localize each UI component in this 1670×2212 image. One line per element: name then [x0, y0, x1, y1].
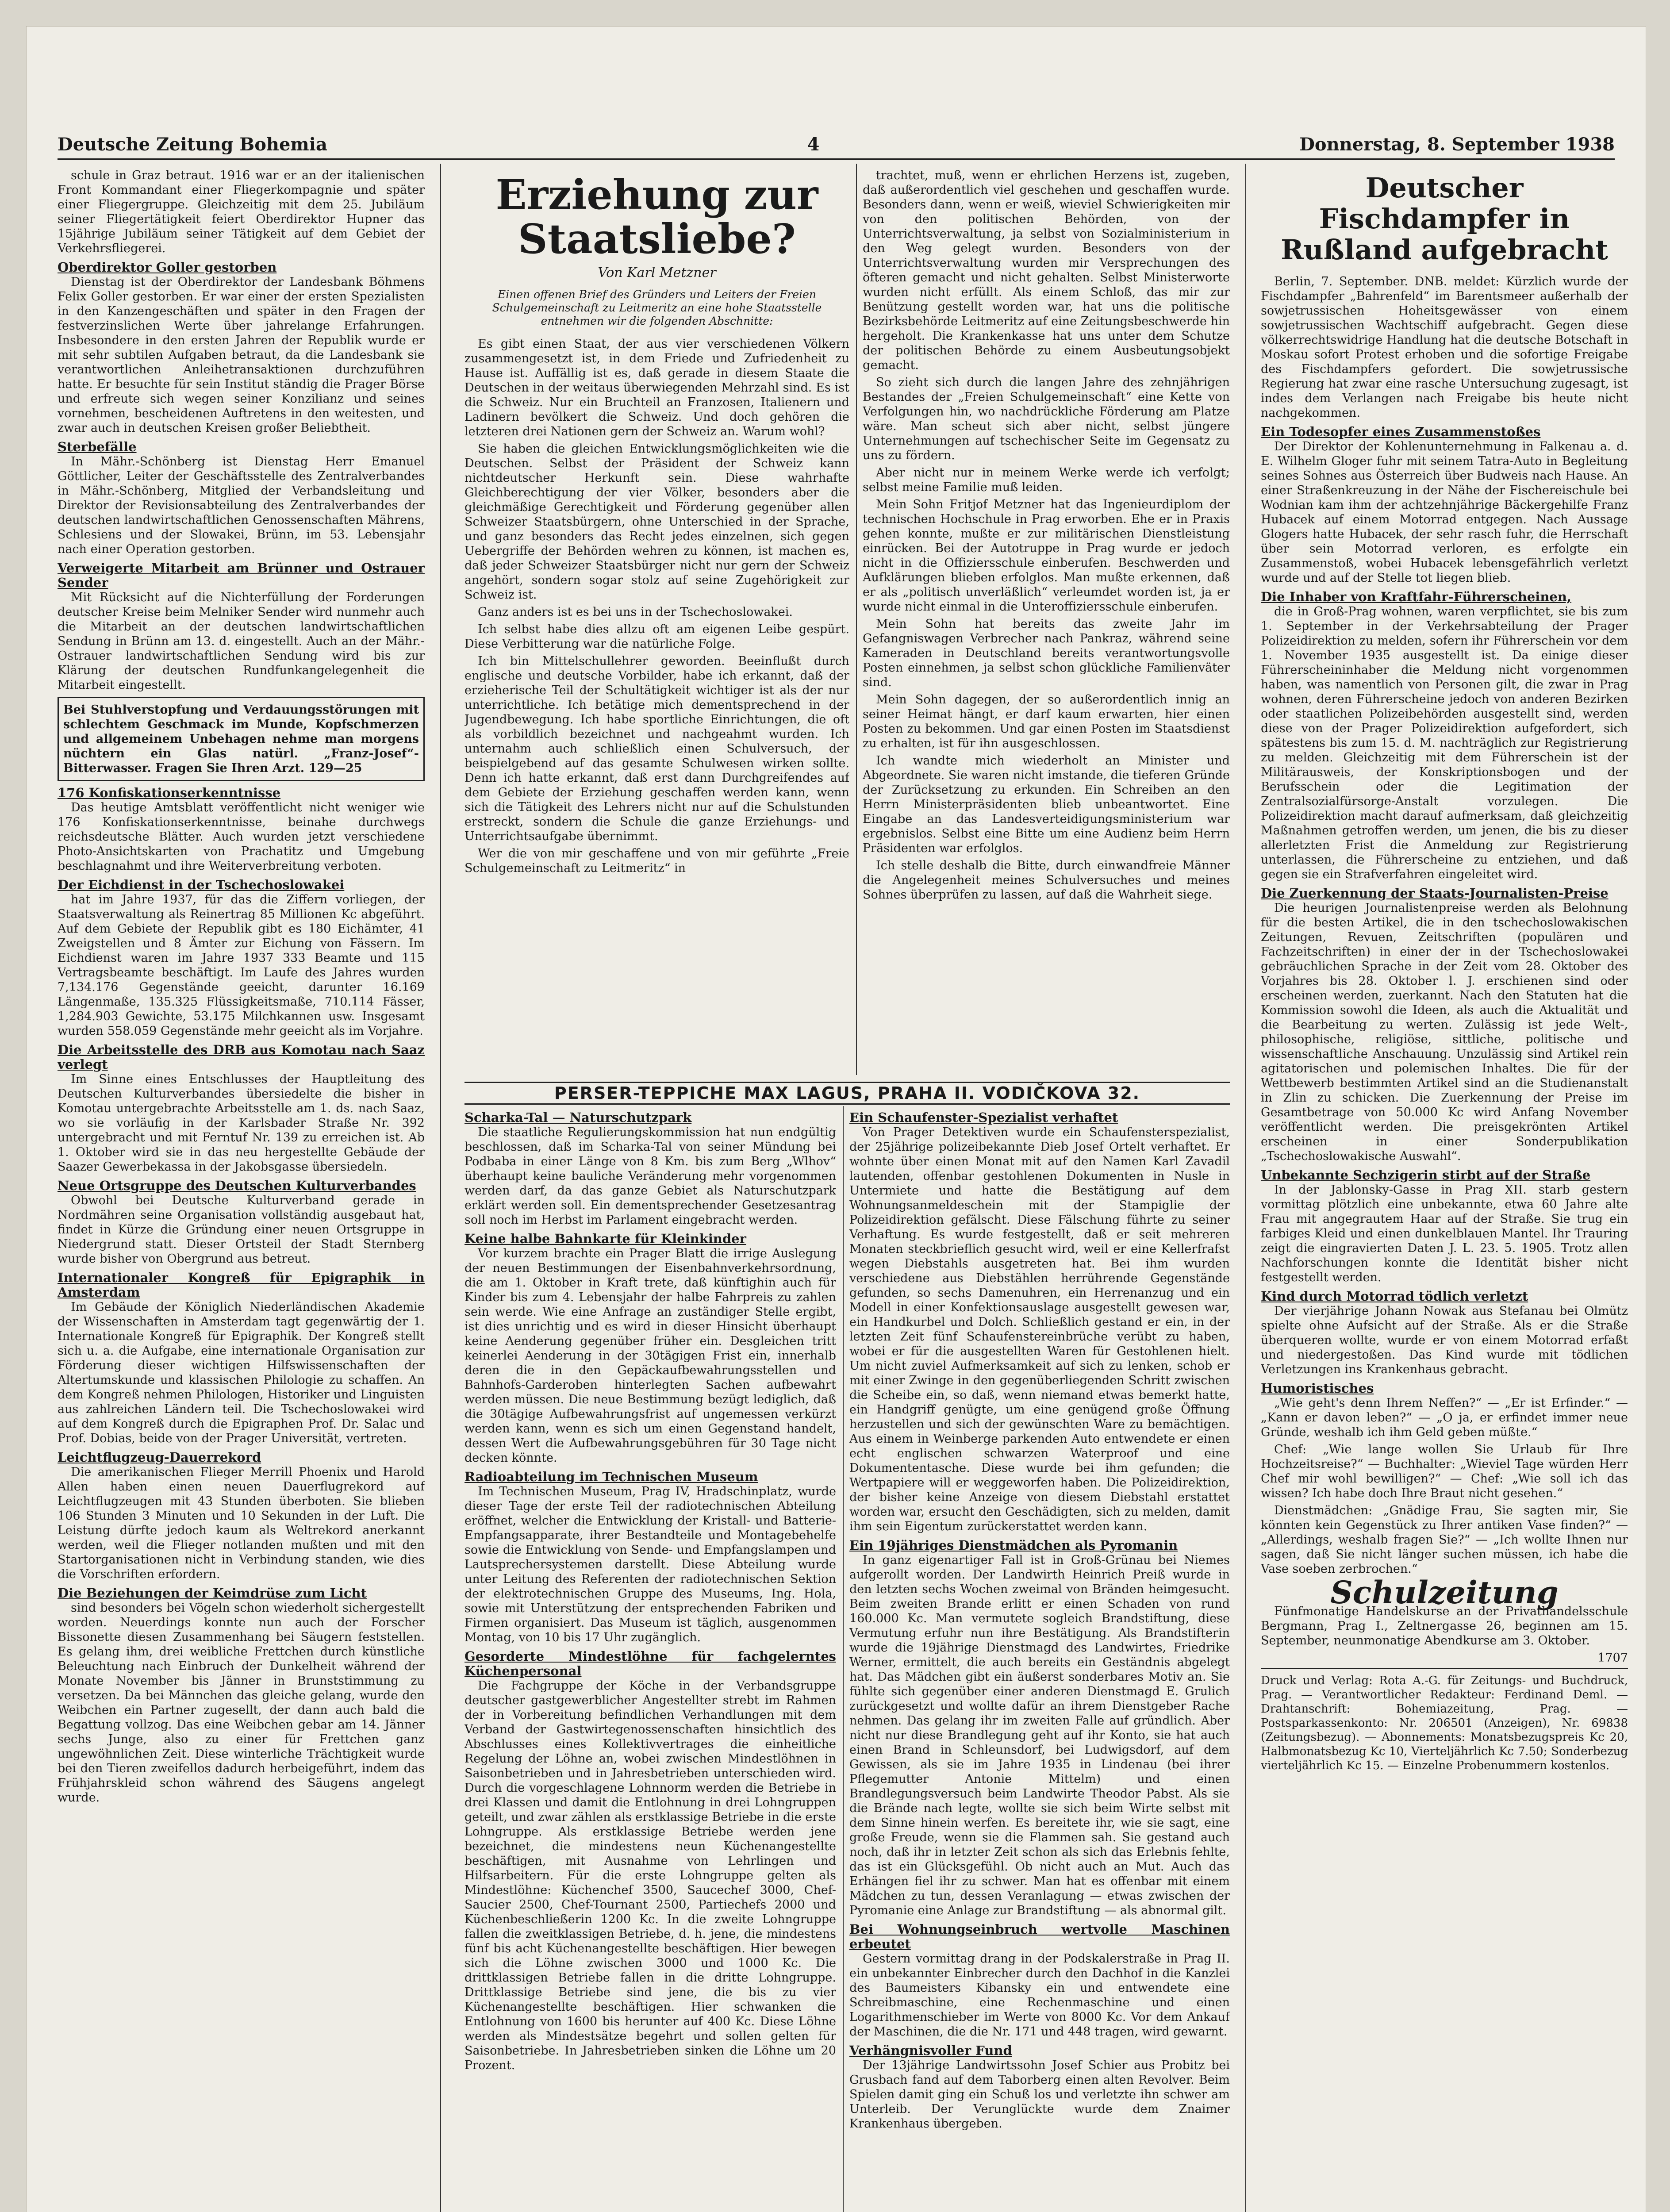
column-3 [863, 168, 1230, 1062]
article-paragraph: Im Technischen Museum, Prag IV, Hradschinplatz, wurde dieser Tage der erste Teil der radiotechnischen Abteilung eröffnet, welcher die Entwicklung der Kristall- und Batterie-Empfangsapparate, ihrer Bestandteile und Montagebehelfe sowie die Entwicklung von Sende- und Empfangslampen und Lautsprechersystemen darstellt. Diese Abteilung wurde unter Leitung des Referenten der radiotechnischen Sektion der elektrotechnischen Gruppe des Museums, Ing. Hola, sowie mit Unterstützung der entsprechenden Fabriken und Firmen organisiert. Das Museum ist täglich, ausgenommen Montag, von 10 bis 17 Uhr zugänglich. [465, 1485, 836, 1644]
article-headline: Ein 19jähriges Dienstmädchen als Pyromanin [849, 1538, 1178, 1553]
article-paragraph: Dienstag ist der Oberdirektor der Landesbank Böhmens Felix Goller gestorben. Er war einer der ersten Spezialisten in den Kanzengeschäften und später in den Fragen der festverzinslichen Werte über jahrelange Erfahrungen. Insbesondere in den ersten Jahren der Republik wurde er mit sehr subtilen Aufgaben betraut, da die Landesbank sie verantwortlichen Anleihetransaktionen durchzuführen hatte. Er besuchte für sein Institut ständig die Prager Börse und erfreute sich wegen seiner Konzilianz und seines vornehmen, bescheidenen Auftretens in den weitesten, und zwar auch in deutschen Kreisen großer Beliebtheit. [58, 275, 425, 435]
article-paragraph: „Wie geht's denn Ihrem Neffen?“ — „Er ist Erfinder.“ — „Kann er davon leben?“ — „O ja, er erfindet immer neue Gründe, weshalb ich ihm Geld geben müßte.“ [1261, 1396, 1628, 1439]
article-paragraph: In der Jablonsky-Gasse in Prag XII. starb gestern vormittag plötzlich eine unbekannte, etwa 60 Jahre alte Frau mit angegrautem Haar auf der Straße. Sie trug ein farbiges Kleid und einen dunkelblauen Mantel. Ihr Trauring zeigt die eingravierten Daten J. L. 23. 5. 1905. Trotz allen Nachforschungen konnte die Identität bisher nicht festgestellt werden. [1261, 1183, 1628, 1284]
article-paragraph: sind besonders bei Vögeln schon wiederholt sichergestellt worden. Neuerdings konnte nun auch der Forscher Bissonette diesen Zusammenhang bei Säugern feststellen. Es gelang ihm, drei weibliche Frettchen durch künstliche Beleuchtung nach Einbruch der Dunkelheit während der Monate November bis Jänner in Brunststimmung zu versetzen. Da bei Männchen das gleiche gelang, wurde den Weibchen ein Partner zugesellt, der dann auch bald die Begattung vollzog. Das eine Weibchen gebar am 14. Jänner sechs Junge, also zu einer für Frettchen ganz ungewöhnlichen Zeit. Diese winterliche Trächtigkeit wurde bei den Tieren zweifellos dadurch herbeigeführt, indem das Frühjahrskleid schon während des Säugens angelegt wurde. [58, 1601, 425, 1805]
article-paragraph: schule in Graz betraut. 1916 war er an der italienischen Front Kommandant einer Fliegerkompagnie und später einer Fliegergruppe. Gleichzeitig mit dem 25. Jubiläum seiner Fliegertätigkeit feiert Oberdirektor Hupner das 15jährige Jubiläum seiner Tätigkeit auf dem Gebiet der Verkehrsfliegerei. [58, 169, 425, 255]
essay-title: Erziehung zur Staatsliebe? [495, 171, 818, 263]
schulzeitung-ref: 1707 [1597, 1651, 1628, 1665]
article-headline: Der Eichdienst in der Tschechoslowakei [58, 877, 345, 892]
article-paragraph: Der 13jährige Landwirtssohn Josef Schier aus Probitz bei Grusbach fand auf dem Taborberg einen alten Revolver. Beim Spielen damit ging ein Schuß los und verletzte ihn schwer am Unterleib. Der Verunglückte wurde dem Znaimer Krankenhaus übergeben. [849, 2058, 1230, 2131]
essay-paragraph: Wer die von mir geschaffene und von mir geführte „Freie Schulgemeinschaft zu Leitmeritz“ in [465, 847, 849, 875]
essay-column [465, 168, 849, 1062]
paper-name: Deutsche Zeitung Bohemia [58, 134, 327, 155]
article-paragraph: Vor kurzem brachte ein Prager Blatt die irrige Auslegung der neuen Bestimmungen der Eisenbahnverkehrsordnung, die am 1. Oktober in Kraft trete, daß künftighin auch für Kinder bis zum 4. Lebensjahr der halbe Fahrpreis zu zahlen sein werde. Wie eine Anfrage an zuständiger Stelle ergibt, ist dies unrichtig und es wird in dieser Hinsicht überhaupt keine Aenderung gegenüber früher ein. Desgleichen tritt keinerlei Aenderung in der 30tägigen Frist ein, innerhalb deren die in den Gepäckaufbewahrungsstellen und Bahnhofs-Garderoben hinterlegten Sachen aufbewahrt werden müssen. Die neue Bestimmung bezügt lediglich, daß die 30tägige Aufbewahrungsfrist auf ungemessen verkürzt werden kann, wenn es sich um einen Gegenstand handelt, dessen Wert die Aufbewahrungsgebühren für 30 Tage nicht decken könnte. [465, 1247, 836, 1465]
article-headline: Oberdirektor Goller gestorben [58, 260, 277, 275]
article-headline: Unbekannte Sechzigerin stirbt auf der Straße [1261, 1167, 1591, 1183]
article-headline: Humoristisches [1261, 1381, 1374, 1396]
essay-lead: Einen offenen Brief des Gründers und Leiters der Freien Schulgemeinschaft zu Leitmeritz an eine hohe Staatsstelle entnehmen wir die folgenden Abschnitte: [492, 288, 822, 327]
fischdampfer-text: Berlin, 7. September. DNB. meldet: Kürzlich wurde der Fischdampfer „Bahrenfeld“ im Barentsmeer außerhalb der sowjetrussischen Hoheitsgewässer von einem sowjetrussischen Wachtschiff aufgebracht. Gegen diese völkerrechtswidrige Handlung hat die deutsche Botschaft in Moskau sofort Protest erhoben und die sofortige Freigabe des Fischdampfers gefordert. Die sowjetrussische Regierung hat zwar eine rasche Untersuchung zugesagt, ist indes dem Verlangen nach Freigabe bis heute nicht nachgekommen. [1261, 275, 1628, 420]
essay-paragraph: Ganz anders ist es bei uns in der Tschechoslowakei. [478, 605, 793, 619]
column-rule [1245, 164, 1246, 2212]
column-1 [58, 168, 425, 2212]
essay-paragraph: Ich selbst habe dies allzu oft am eigenen Leibe gespürt. Diese Verbitterung war die natürliche Folge. [465, 622, 849, 651]
issue-date: Donnerstag, 8. September 1938 [1299, 134, 1615, 155]
article-paragraph: Die staatliche Regulierungskommission hat nun endgültig beschlossen, daß im Scharka-Tal von seiner Mündung bei Podbaba in einer Länge von 8 Km. bis zum Berg „Wlhov“ überhaupt keine bauliche Veränderung mehr vorgenommen werden darf, da das ganze Gebiet als Naturschutzpark erklärt werden soll. Ein dementsprechender Gesetzesantrag soll noch im Herbst im Parlament eingebracht werden. [465, 1125, 836, 1227]
article-headline: Radioabteilung im Technischen Museum [465, 1469, 758, 1484]
advertisement: Bei Stuhlverstopfung und Verdauungsstörungen mit schlechtem Geschmack im Munde, Kopfschmerzen und allgemeinem Unbehagen nehme man morgens nüchtern ein Glas natürl. „Franz-Josef“-Bitterwasser. Fragen Sie Ihren Arzt. 129—25 [58, 697, 425, 781]
article-paragraph: Das heutige Amtsblatt veröffentlicht nicht weniger wie 176 Konfiskationserkenntnisse, beinahe durchwegs reichsdeutsche Blätter. Auch wurden jetzt verschiedene Photo-Ansichtskarten von Prachatitz und Umgebung beschlagnahmt und ihre Weiterverbreitung verboten. [58, 801, 425, 873]
article-paragraph: Gestern vormittag drang in der Podskalerstraße in Prag II. ein unbekannter Einbrecher durch den Dachhof in die Kanzlei des Baumeisters Kibansky ein und entwendete eine Schreibmaschine, eine Rechenmaschine und einen Logarithmenschieber im Werte von 8000 Kc. Vor dem Ankauf der Maschinen, die die Nr. 171 und 448 tragen, wird gewarnt. [849, 1952, 1230, 2039]
column-rule [856, 164, 857, 1075]
article-paragraph: Die amerikanischen Flieger Merrill Phoenix und Harold Allen haben einen neuen Dauerflugrekord auf Leichtflugzeugen mit 43 Stunden überboten. Sie blieben 106 Stunden 3 Minuten und 10 Sekunden in der Luft. Die Leistung dürfte jedoch kaum als Weltrekord anerkannt werden, weil die Flieger notlanden mußten und mit den Startorganisationen nicht in Verbindung standen, wie dies die Vorschriften erfordern. [58, 1465, 425, 1581]
article-paragraph: Obwohl bei Deutsche Kulturverband gerade in Nordmähren seine Organisation vollständig ausgebaut hat, findet in Kürze die Gründung einer neuen Ortsgruppe in Niedergrund statt. Dieser Ortsteil der Stadt Sternberg wurde bisher von Obergrund aus betreut. [58, 1194, 425, 1266]
column-rule [440, 164, 441, 2212]
article-paragraph: Von Prager Detektiven wurde ein Schaufensterspezialist, der 25jährige polizeibekannte Dieb Josef Ortelt verhaftet. Er wohnte über einen Monat mit auf den Namen Karl Zavadil lautenden, offenbar gestohlenen Dokumenten in Nusle in Untermiete und hatte die Bestätigung auf dem Wohnungsanmeldeschein mit der Stampiglie der Polizeidirektion gefälscht. Diese Fälschung führte zu seiner Verhaftung. Es wurde festgestellt, daß er seit mehreren Monaten steckbrieflich gesucht wird, weil er eine Kellerfrafst wegen Diebstahls ausgetreten hat. Bei ihm wurden verschiedene aus Diebstählen herrührende Gegenstände gefunden, so sechs Damenuhren, ein Herrenanzug und ein Modell in einer Konfektionsauslage ausgestellt gewesen war, ein Handkurbel und Dolch. Schließlich gestand er ein, in der letzten Zeit fünf Schaufenstereinbrüche verübt zu haben, wobei er für die ausgestellten Waren für Gestohlenen hielt. Um nicht zuviel Aufmerksamkeit auf sich zu lenken, schob er mit einer Zwinge in den gegenüberliegenden Schritt zwischen die Scheibe ein, so daß, wenn niemand etwas bemerkt hatte, ein Handgriff genügte, um eine genügend große Öffnung herzustellen und sich der gewünschten Ware zu bemächtigen. Aus einem in Weinberge parkenden Auto entwendete er einen echt englischen schwarzen Waterproof und eine Dokumententasche. Diese wurde bei ihm gefunden; die Wertpapiere will er weggeworfen haben. Die Polizeidirektion, der bisher keine Anzeige von diesem Diebstahl erstattet worden war, ersucht den Geschädigten, sich zu melden, damit ihm sein Eigentum zurückerstattet werden kann. [849, 1125, 1230, 1533]
essay-continuation-paragraph: So zieht sich durch die langen Jahre des zehnjährigen Bestandes der „Freien Schulgemeinschaft“ eine Kette von Verfolgungen hin, wo nachdrückliche Förderung am Platze wäre. Man scheut sich aber nicht, selbst jüngere Unternehmungen auf tschechischer Seite im Gegensatz zu uns zu fördern. [863, 376, 1230, 462]
article-paragraph: Die heurigen Journalistenpreise werden als Belohnung für die besten Artikel, die in den tschechoslowakischen Zeitungen, Revuen, Zeitschriften (populären und Fachzeitschriften) in einer der in der Tschechoslowakei gebräuchlichen Sprache in der Zeit vom 28. Oktober des Vorjahres bis 28. Oktober l. J. erschienen sind oder erscheinen werden, zuerkannt. Nach den Statuten hat die Kommission sowohl die Ideen, als auch die Aktualität und die Bearbeitung zu werten. Zulässig ist jede Welt-, philosophische, religiöse, sittliche, politische und wissenschaftliche Anschauung. Unzulässig sind Artikel rein agitatorischen und polemischen Inhaltes. Die für der Wettbewerb bestimmten Artikel sind an die Studienanstalt in Zlin zu schicken. Die Zuerkennung der Preise im Gesamtbetrage von 50.000 Kc wird Anfang November veröffentlicht werden. Die preisgekrönten Artikel erscheinen in einer Sonderpublikation „Tschechoslowakische Auswahl“. [1261, 901, 1628, 1163]
article-headline: Die Zuerkennung der Staats-Journalisten-Preise [1261, 886, 1609, 901]
article-paragraph: Chef: „Wie lange wollen Sie Urlaub für Ihre Hochzeitsreise?“ — Buchhalter: „Wieviel Tage würden Herr Chef mir wohl bewilligen?“ — Chef: „Wie soll ich das wissen? Ich habe doch Ihre Braut nicht gesehen.“ [1261, 1443, 1628, 1500]
article-paragraph: Die Fachgruppe der Köche in der Verbandsgruppe deutscher gastgewerblicher Angestellter strebt im Rahmen der in Vorbereitung befindlichen Verhandlungen mit dem Verband der Gastwirtegenossenschaften hinsichtlich des Abschlusses eines Kollektivvertrages die einheitliche Regelung der Löhne an, wobei zwischen Mindestlöhnen in Saisonbetrieben und in Jahresbetrieben unterschieden wird. Durch die vorgeschlagene Lohnnorm werden die Betriebe in drei Klassen und damit die Entlohnung in drei Lohngruppen geteilt, und zwar zählen als erstklassige Betriebe in die erste Lohngruppe. Als erstklassige Betriebe werden jene bezeichnet, die mindestens neun Küchenangestellte beschäftigen, mit Ausnahme von Lehrlingen und Hilfsarbeitern. Für die erste Lohngruppe gelten als Mindestlöhne: Küchenchef 3500, Saucechef 3000, Chef-Saucier 2500, Chef-Tournant 2500, Partiechefs 2000 und Küchenbeschließerin 1200 Kc. In die zweite Lohngruppe fallen die zweitklassigen Betriebe, d. h. jene, die mindestens fünf bis acht Küchenangestellte beschäftigen. Hier bewegen sich die Löhne zwischen 3000 und 1000 Kc. Die drittklassigen Betriebe fallen in die dritte Lohngruppe. Drittklassige Betriebe sind jene, die bis zu vier Küchenangestellte beschäftigen. Hier schwanken die Entlohnung von 1600 bis herunter auf 400 Kc. Diese Löhne werden als Mindestsätze begehrt und sollen gelten für Saisonbetriebe. In Jahresbetrieben sinken die Löhne um 20 Prozent. [465, 1679, 836, 2072]
article-headline: Die Arbeitsstelle des DRB aus Komotau nach Saaz verlegt [58, 1042, 425, 1072]
article-headline: Ein Todesopfer eines Zusammenstoßes [1261, 424, 1541, 439]
article-headline: Gesorderte Mindestlöhne für fachgelerntes Küchenpersonal [465, 1649, 836, 1678]
article-paragraph: In Mähr.-Schönberg ist Dienstag Herr Emanuel Göttlicher, Leiter der Geschäftsstelle des Zentralverbandes in Mähr.-Schönberg, Mitglied der Verbandsleitung und Direktor der Revisionsabteilung des Zentralverbandes der deutschen landwirtschaftlichen Genossenschaften Mährens, Schlesiens und der Slowakei, Brünn, im 53. Lebensjahr nach einer Operation gestorben. [58, 455, 425, 556]
article-headline: Keine halbe Bahnkarte für Kleinkinder [465, 1231, 746, 1246]
article-headline: Kind durch Motorrad tödlich verletzt [1261, 1289, 1528, 1304]
article-paragraph: Mit Rücksicht auf die Nichterfüllung der Forderungen deutscher Kreise beim Melniker Sender wird nunmehr auch die Mitarbeit an der deutschen landwirtschaftlichen Sendung in Brünn am 13. d. eingestellt. Auch an der Mähr.-Ostrauer landwirtschaftlichen Sendung wird bis zur Klärung der deutschen Rundfunkangelegenheit die Mitarbeit eingestellt. [58, 591, 425, 692]
article-paragraph: die in Groß-Prag wohnen, waren verpflichtet, sie bis zum 1. September in der Verkehrsabteilung der Prager Polizeidirektion zu melden, sofern ihr Führerschein vor dem 1. November 1935 ausgestellt ist. Da einige dieser Führerscheininhaber die Meldung nicht vorgenommen haben, was namentlich von Personen gilt, die zwar in Prag wohnen, deren Führerscheine jedoch von anderen Bezirken oder staatlichen Polizeibehörden ausgestellt sind, werden diese von der Prager Polizeidirektion aufgefordert, sich spätestens bis zum 15. d. M. nachträglich zur Registrierung zu melden. Gleichzeitig mit dem Führerschein ist der Militärausweis, der Konskriptionsbogen und der Berufsschein oder die Legitimation der Zentralsozialfürsorge-Anstalt vorzulegen. Die Polizeidirektion macht darauf aufmerksam, daß gleichzeitig Maßnahmen getroffen werden, um jenen, die bis zu dieser allerletzten Frist die Anmeldung zur Registrierung unterlassen, die Führerscheine zu entziehen, und daß gegen sie ein Strafverfahren eingeleitet wird. [1261, 605, 1628, 881]
essay-paragraph: Sie haben die gleichen Entwicklungsmöglichkeiten wie die Deutschen. Selbst der Präsident der Schweiz kann nichtdeutscher Herkunft sein. Diese wahrhafte Gleichberechtigung der vier Völker, besonders aber die gleichmäßige Gerechtigkeit und Förderung gegenüber allen Schweizer Staatsbürgern, ohne Unterschied in der Sprache, und ganz besonders das Recht jedes einzelnen, sich gegen Uebergriffe der Behörden wehren zu können, ist machen es, daß jeder Schweizer Staatsbürger nicht nur gern der Schweiz angehört, sondern sogar stolz auf seine Zugehörigkeit zur Schweiz ist. [465, 442, 849, 602]
masthead [58, 115, 1615, 160]
essay-body [465, 337, 849, 876]
page-number: 4 [807, 134, 820, 155]
essay-byline: Von Karl Metzner [598, 265, 716, 280]
article-paragraph: Dienstmädchen: „Gnädige Frau, Sie sagten mir, Sie könnten kein Gegenstück zu Ihrer antiken Vase finden?“ — „Allerdings, weshalb fragen Sie?“ — „Ich wollte Ihnen nur sagen, daß Sie nicht länger suchen müssen, ich habe die Vase soeben zerbrochen.“ [1261, 1504, 1628, 1576]
essay-continuation-paragraph: Ich stelle deshalb die Bitte, durch einwandfreie Männer die Angelegenheit meines Schulversuches und meines Sohnes überprüfen zu lassen, auf daß die Wahrheit siege. [863, 859, 1230, 902]
article-paragraph: In ganz eigenartiger Fall ist in Groß-Grünau bei Niemes aufgerollt worden. Der Landwirth Heinrich Preiß wurde in den letzten sechs Wochen zweimal von Bränden heimgesucht. Beim zweiten Brande erlitt er einen Schaden von rund 160.000 Kc. Man vermutete sogleich Brandstiftung, diese Vermutung erfuhr nun ihre Bestätigung. Als Brandstifterin wurde die 19jährige Dienstmagd des Landwirtes, Friedrike Werner, ermittelt, die auch bereits ein Geständnis abgelegt hat. Das Mädchen gibt ein äußerst sonderbares Motiv an. Sie fühlte sich gegenüber einer anderen Dienstmagd E. Grulich zurückgesetzt und wollte dafür an ihrem Dienstgeber Rache nehmen. Das gelang ihr im zweiten Falle auf gründlich. Aber nicht nur diese Brandlegung geht auf ihr Konto, sie hat auch einen Brand in Schleunsdorf, bei Ludwigsdorf, auf dem Gewissen, als sie im Jahre 1935 in Lindenau (bei ihrer Pflegemutter Antonie Mittelm) und einen Brandlegungsversuch beim Landwirte Theodor Pabst. Als sie die Brände nach legte, wollte sie sich beim Wirte selbst mit dem Sinne hinein werfen. Es bereitete ihr, wie sie sagt, eine große Freude, wenn sie die Flammen sah. Sie gestand auch noch, daß ihr in letzter Zeit schon als sich das Erlebnis fehlte, das ist ein Glücksgefühl. Ob nicht auch an Mut. Auch das Erhängen fiel ihr zu schwer. Man hat es offenbar mit einem Mädchen zu tun, dessen Veranlagung — etwas zwischen der Pyromanie eine Anlage zur Brandstiftung — als abnormal gilt. [849, 1553, 1230, 1917]
essay-continuation-paragraph: Mein Sohn dagegen, der so außerordentlich innig an seiner Heimat hängt, er darf kaum erwarten, hier einen Posten zu bekommen. Und gar einen Posten im Staatsdienst zu erhalten, ist für ihn ausgeschlossen. [863, 693, 1230, 750]
article-headline: Internationaler Kongreß für Epigraphik in Amsterdam [58, 1270, 425, 1300]
column-4-articles [1261, 425, 1628, 1576]
essay-continuation-paragraph: Ich wandte mich wiederholt an Minister und Abgeordnete. Sie waren nicht imstande, die tieferen Gründe der Zurücksetzung zu erkunden. Ein Schreiben an den Herrn Ministerpräsidenten blieb unbeantwortet. Eine Eingabe an das Landesverteidigungsministerium war ergebnislos. Selbst eine Bitte um eine Audienz beim Herrn Präsidenten war erfolglos. [863, 754, 1230, 855]
essay-continuation-paragraph: Mein Sohn hat bereits das zweite Jahr im Gefangniswagen Verbrecher nach Pankraz, während seine Kameraden in Deutschland bereits verantwortungsvolle Posten einnehmen, ja selbst schon glückliche Familienväter sind. [863, 617, 1230, 689]
fischdampfer-headline: Deutscher Fischdampfer in Rußland aufgebracht [1281, 172, 1608, 266]
article-headline: Neue Ortsgruppe des Deutschen Kulturverbandes [58, 1178, 416, 1193]
article-headline: Die Beziehungen der Keimdrüse zum Licht [58, 1586, 367, 1601]
essay-continuation-paragraph: Aber nicht nur in meinem Werke werde ich verfolgt; selbst meine Familie muß leiden. [863, 466, 1230, 494]
schulzeitung-text: Fünfmonatige Handelskurse an der Privathandelsschule Bergmann, Prag I., Zeltnergasse 26, beginnen am 15. September, neunmonatige Abendkurse am 3. Oktober. [1261, 1605, 1628, 1647]
article-headline: Ein Schaufenster-Spezialist verhaftet [849, 1110, 1118, 1125]
essay-paragraph: Es gibt einen Staat, der aus vier verschiedenen Völkern zusammengesetzt ist, in dem Friede und Zufriedenheit zu Hause ist. Auffällig ist es, daß gerade in diesem Staate die Deutschen in der weitaus überwiegenden Mehrzahl sind. Es ist die Schweiz. Nur ein Bruchteil an Franzosen, Italienern und Ladinern bevölkert die Schweiz. Und doch gehören die letzteren drei Nationen gern der Schweiz an. Warum wohl? [465, 337, 849, 438]
essay-continuation-paragraph: Mein Sohn Fritjof Metzner hat das Ingenieurdiplom der technischen Hochschule in Prag erworben. Ehe er in Praxis gehen konnte, mußte er zur militärischen Dienstleistung einrücken. Bei der Autotruppe in Prag wurde er jedoch nicht in die Offiziersschule einberufen. Beschwerden und Aufklärungen blieben erfolglos. Man mußte erkennen, daß er als „politisch unverläßlich“ verleumdet worden ist, ja er wurde nicht einmal in die Unteroffiziersschule einberufen. [863, 498, 1230, 614]
article-headline: Bei Wohnungseinbruch wertvolle Maschinen erbeutet [849, 1922, 1230, 1951]
essay-continuation-paragraph: trachtet, muß, wenn er ehrlichen Herzens ist, zugeben, daß außerordentlich viel geschehen und geschaffen wurde. Besonders dann, wenn er weiß, wieviel Schwierigkeiten mir von den politischen Behörden, von der Unterrichtsverwaltung, ja selbst von Sozialministerium in den Weg gelegt wurden. Besonders von der Unterrichtsverwaltung wurden mir Versprechungen des öfteren gemacht und nicht gehalten. Selbst Ministerworte wurden nicht erfüllt. Als einem Schloß, das mir zur Benützung gestellt worden war, hat uns die politische Bezirksbehörde Leitmeritz auf eine Zeitungsbeschwerde hin hergeholt. Die Krankenkasse hat uns unter dem Schutze der politischen Behörde zu einem Ausbeutungsobjekt gemacht. [863, 169, 1230, 372]
article-paragraph: Im Gebäude der Königlich Niederländischen Akademie der Wissenschaften in Amsterdam tagt gegenwärtig der 1. Internationale Kongreß für Epigraphik. Der Kongreß stellt sich u. a. die Aufgabe, eine internationale Organisation zur Förderung dieser wichtigen Hilfswissenschaften der Altertumskunde und klassischen Philologie zu schaffen. An dem Kongreß nehmen Philologen, Historiker und Linguisten aus zahlreichen Ländern teil. Die Tschechoslowakei wird auf dem Kongreß durch die Epigraphen Prof. Dr. Salac und Prof. Dobias, beide von der Prager Universität, vertreten. [58, 1300, 425, 1445]
article-headline: Verhängnisvoller Fund [849, 2043, 1012, 2058]
schulzeitung-heading: Schulzeitung [1330, 1574, 1559, 1611]
imprint: Druck und Verlag: Rota A.-G. für Zeitungs- und Buchdruck, Prag. — Verantwortlicher Redakteur: Ferdinand Deml. — Drahtanschrift: Bohemiazeitung, Prag. — Postsparkassenkonto: Nr. 206501 (Anzeigen), Nr. 69838 (Zeitungsbezug). — Abonnements: Monatsbezugspreis Kc 20, Halbmonatsbezug Kc 10, Vierteljährlich Kc 7.50; Sonderbezug vierteljährlich Kc 15. — Einzelne Probenummern kostenlos. [1261, 1668, 1628, 1773]
article-headline: Die Inhaber von Kraftfahr-Führerscheinen, [1261, 589, 1572, 604]
article-headline: Verweigerte Mitarbeit am Brünner und Ostrauer Sender [58, 561, 425, 590]
column-4 [1261, 168, 1628, 2212]
perser-teppiche-banner: PERSER-TEPPICHE MAX LAGUS, PRAHA II. VODIČKOVA 32. [465, 1082, 1230, 1105]
column-rule [843, 1106, 844, 2212]
column-2-lower [465, 1106, 836, 2212]
article-paragraph: hat im Jahre 1937, für das die Ziffern vorliegen, der Staatsverwaltung als Reinertrag 85 Millionen Kc abgeführt. Auf dem Gebiete der Republik gibt es 180 Eichämter, 41 Zweigstellen und 8 Ämter zur Eichung von Fässern. Im Eichdienst waren im Jahre 1937 333 Beamte und 115 Vertragsbeamte beschäftigt. Im Laufe des Jahres wurden 7,134.176 Gegenstände geeicht, darunter 16.169 Längenmaße, 135.325 Flüssigkeitsmaße, 710.114 Fässer, 1,284.903 Gewichte, 53.175 Milchkannen usw. Insgesamt wurden 558.059 Gegenstände mehr geeicht als im Vorjahre. [58, 893, 425, 1038]
article-headline: Scharka-Tal — Naturschutzpark [465, 1110, 692, 1125]
article-headline: Leichtflugzeug-Dauerrekord [58, 1450, 261, 1465]
article-paragraph: Der Direktor der Kohlenunternehmung in Falkenau a. d. E. Wilhelm Gloger fuhr mit seinem Tatra-Auto in Begleitung seines Sohnes aus Österreich über Budweis nach Hause. An einer Straßenkreuzung in der Nähe der Fischereischule bei Wodnian kam ihm der achtzehnjährige Bäckergehilfe Franz Hubacek auf einem Motorrad entgegen. Nach Aussage Glogers hatte Hubacek, der sehr rasch fuhr, die Herrschaft über sein Motorrad verloren, es erfolgte ein Zusammenstoß, wobei Hubacek lebensgefährlich verletzt wurde und auf der Stelle tot liegen blieb. [1261, 440, 1628, 585]
essay-paragraph: Ich bin Mittelschullehrer geworden. Beeinflußt durch englische und deutsche Vorbilder, habe ich erkannt, daß der erzieherische Teil der Schultätigkeit wichtiger ist als der nur unterrichtliche. Ich betätige mich dementsprechend in der Jugendbewegung. Ich habe sportliche Einrichtungen, die oft als vorbildlich bezeichnet und nachgeahmt wurden. Ich unternahm auch schließlich einen Schulversuch, der beispielgebend auf das gesamte Schulwesen wirken sollte. Denn ich hatte erkannt, daß erst dann Durchgreifendes auf dem Gebiete der Erziehung geschaffen werden kann, wenn sich die Tätigkeit des Lehrers nicht nur auf die Schulstunden erstreckt, sondern die Schule die ganze Erziehungs- und Unterrichtsaufgabe übernimmt. [465, 654, 849, 843]
article-headline: 176 Konfiskationserkenntnisse [58, 785, 281, 800]
article-paragraph: Der vierjährige Johann Nowak aus Stefanau bei Olmütz spielte ohne Aufsicht auf der Straße. Als er die Straße überqueren wollte, wurde er von einem Motorrad erfaßt und niedergestoßen. Das Kind wurde mit tödlichen Verletzungen ins Krankenhaus gebracht. [1261, 1304, 1628, 1376]
article-paragraph: Im Sinne eines Entschlusses der Hauptleitung des Deutschen Kulturverbandes übersiedelte die bisher in Komotau untergebrachte Arbeitsstelle am 1. ds. nach Saaz, wo sie vorläufig in der Karlsbader Straße Nr. 392 untergebracht und mit Ferntuf Nr. 139 zu erreichen ist. Ab 1. Oktober wird sie in das neu hergestellte Gebäude der Saazer Gewerbekassa in der Jakobsgasse übersiedeln. [58, 1072, 425, 1174]
newspaper-page [27, 27, 1646, 2212]
article-headline: Sterbefälle [58, 439, 137, 454]
column-3-lower [849, 1106, 1230, 2212]
